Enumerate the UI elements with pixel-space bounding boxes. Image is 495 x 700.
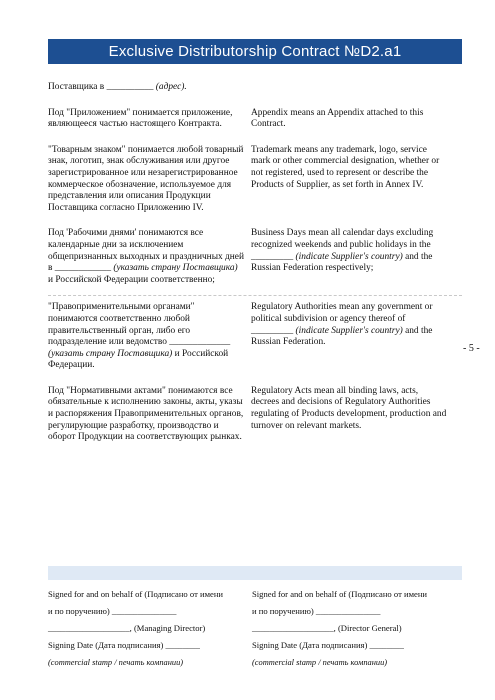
business-days-en-tail: and the Russian Federation respectively; <box>251 251 433 274</box>
regulatory-authorities-ru-text: "Правоприменительными органами" понимаются соответственно любой правительственный орган, либо его подразделение или ведомство _____________ <box>48 302 231 348</box>
intro-ru <box>48 82 245 94</box>
regulatory-authorities-ru <box>48 302 245 372</box>
definition-regulatory-acts <box>48 386 462 444</box>
sig-left-line2: и по поручению) _______________ <box>48 606 177 616</box>
signature-band <box>48 566 462 580</box>
business-days-ru-placeholder: (указать страну Поставщика) <box>113 263 238 274</box>
business-days-ru-text: Под 'Рабочими днями' понимаются все календарные дни за исключением общепризнанных выходных и праздничных дней в ____________ <box>48 228 244 274</box>
regulatory-authorities-en-text: Regulatory Authorities mean any government or political subdivision or agency thereof of _________ <box>251 302 433 336</box>
sig-left-line3: ___________________, (Managing Director) <box>48 623 206 633</box>
document-title-banner <box>48 39 462 64</box>
trademark-ru: "Товарным знаком" понимается любой товарный знак, логотип, знак обслуживания или другое зарегистрированное или незарегистрированное коммерческое обозначение, используемое для представления или описания Продукции Поставщика согласно Приложению IV. <box>48 144 244 213</box>
definition-regulatory-authorities <box>48 302 462 372</box>
regulatory-authorities-ru-placeholder: (указать страну Поставщика) <box>48 348 173 359</box>
sig-left-stamp: (commercial stamp / печать компании) <box>48 658 184 667</box>
sig-left-line4: Signing Date (Дата подписания) ________ <box>48 640 200 650</box>
regulatory-authorities-en <box>251 302 448 372</box>
intro-text: Поставщика в __________ <box>48 82 156 92</box>
regulatory-authorities-en-placeholder: (indicate Supplier's country) <box>295 325 403 336</box>
intro-italic: (адрес). <box>155 82 187 92</box>
signature-distributor <box>252 586 452 671</box>
page-number: - 5 - <box>463 343 480 354</box>
appendix-en: Appendix means an Appendix attached to this Contract. <box>251 107 424 130</box>
regulatory-authorities-ru-tail: и Российской Федерации. <box>48 348 229 371</box>
regulatory-acts-en: Regulatory Acts mean all binding laws, acts, decrees and decisions of Regulatory Authorities regulating of Products development, production and turnover on relevant markets. <box>251 385 447 431</box>
signature-block <box>48 586 462 671</box>
definition-business-days <box>48 228 462 286</box>
sig-right-stamp: (commercial stamp / печать компании) <box>252 658 388 667</box>
regulatory-authorities-en-tail: and the Russian Federation. <box>251 325 433 348</box>
intro-row <box>48 82 462 94</box>
trademark-en: Trademark means any trademark, logo, service mark or other commercial designation, whether or not registered, used to represent or describe the Products of Supplier, as set forth in Annex IV. <box>251 144 440 190</box>
sig-right-line3: ___________________, (Director General) <box>252 623 402 633</box>
document-title: Exclusive Distributorship Contract №D2.a1 <box>108 43 402 60</box>
business-days-en-text: Business Days mean all calendar days excluding recognized weekends and public holidays in the _________ <box>251 228 434 262</box>
definition-trademark <box>48 145 462 215</box>
sig-right-line2: и по поручению) _______________ <box>252 606 381 616</box>
business-days-ru-tail: и Российской Федерации соответственно; <box>48 274 215 285</box>
business-days-en-placeholder: (indicate Supplier's country) <box>295 251 403 262</box>
sig-right-line1: Signed for and on behalf of (Подписано от имени <box>252 589 428 599</box>
sig-left-line1: Signed for and on behalf of (Подписано от имени <box>48 589 224 599</box>
regulatory-acts-ru: Под "Нормативными актами" понимаются все обязательные к исполнению законы, акты, указы и распоряжения Правоприменительных органов, регулирующие разработку, производство и оборот Продукции на соответствующих рынках. <box>48 385 244 443</box>
signature-supplier <box>48 586 248 671</box>
business-days-ru <box>48 228 245 286</box>
definition-appendix <box>48 108 462 131</box>
definitions-body <box>48 82 462 444</box>
appendix-ru: Под "Приложением" понимается приложение, являющееся частью настоящего Контракта. <box>48 107 233 130</box>
sig-right-line4: Signing Date (Дата подписания) ________ <box>252 640 404 650</box>
section-divider <box>48 286 462 296</box>
business-days-en <box>251 228 448 286</box>
